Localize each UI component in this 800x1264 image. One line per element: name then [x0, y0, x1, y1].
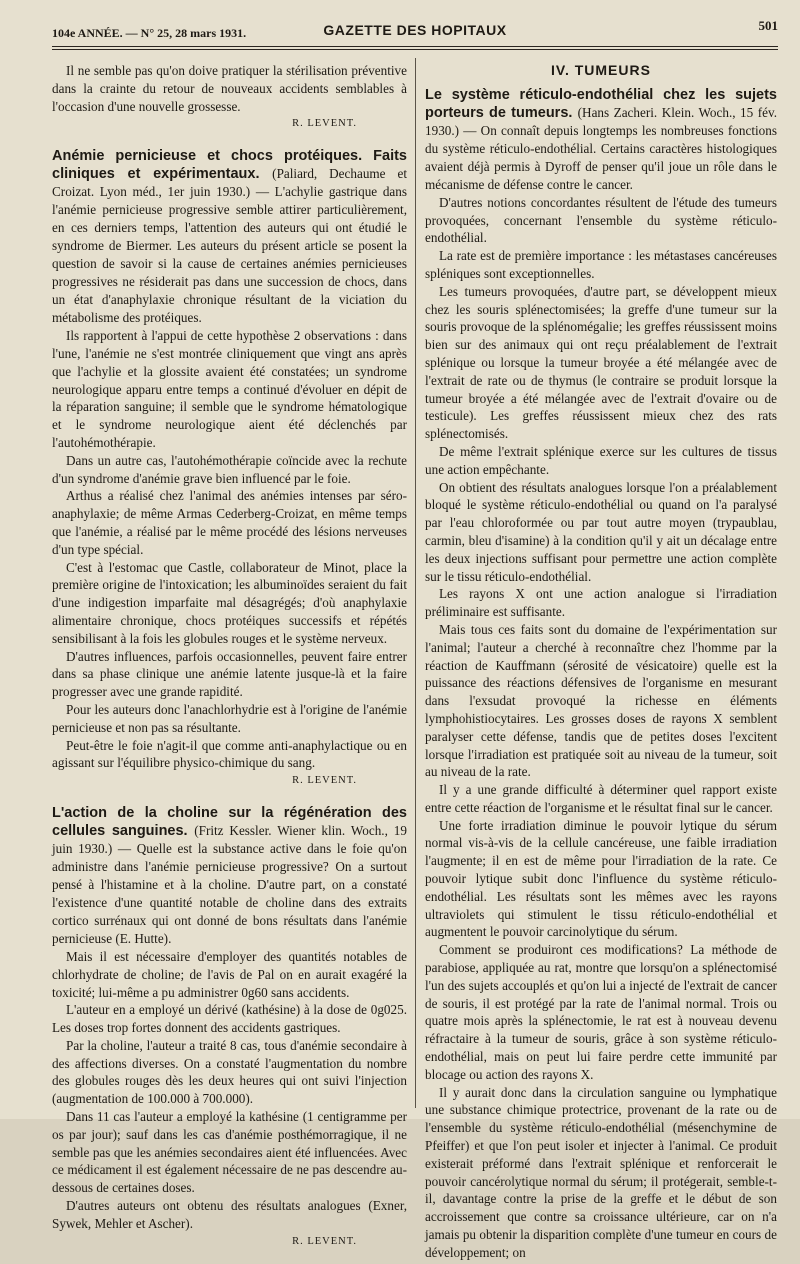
intro-paragraph: Il ne semble pas qu'on doive pratiquer la stérilisation préventive dans la crainte du retour de nouveaux accidents semblables à l'occasion d'une nouvelle grossesse. [52, 63, 407, 114]
article2-paragraph: Dans 11 cas l'auteur a employé la kathésine (1 centigramme per os par jour); sauf dans les cas d'anémie posthémorragique, il ne semble pas que les anémies secondaires aient été influencées. Avec ce médicament il est également nécessaire de ne pas descendre au-dessous de certaines doses. [52, 1109, 407, 1196]
article2-paragraph: D'autres auteurs ont obtenu des résultats analogues (Exner, Sywek, Mehler et Ascher). [52, 1198, 407, 1231]
article3-paragraph: Une forte irradiation diminue le pouvoir lytique du sérum normal vis-à-vis de la cellule cancéreuse, une faible irradiation l'augmente; il en est de même pour l'irradiation de la rate. Ce pouvoir lytique subit donc l'influence du système réticulo-endothélial. Les résultats sont les mêmes avec les rayons ultraviolets qui stimulent le tissu réticulo-endothélial et augmentent le pouvoir carcinolytique du sérum. [425, 817, 777, 940]
page-header [52, 18, 778, 48]
article3-paragraph: Il y a une grande difficulté à déterminer quel rapport existe entre cette réaction de l'organisme et le résultat final sur le cancer. [425, 782, 777, 815]
article1-paragraph: D'autres influences, parfois occasionnelles, peuvent faire entrer dans sa phase clinique une anémie latente jusque-là et la faire progresser avec une grande rapidité. [52, 648, 407, 700]
article2-signature: R. LEVENT. [292, 1235, 357, 1247]
header-rule-bottom [52, 49, 778, 50]
article1-title: Anémie pernicieuse et chocs protéiques. Faits cliniques et expérimentaux. [52, 148, 407, 183]
header-rule-top [52, 46, 778, 47]
article3-citation: (Hans Zacheri. Klein. Woch., 15 fév. 1930.) — On connaît depuis longtemps les nombreuses fonctions du système réticulo-endothélial. Certains caractères histologiques avaient déjà permis à Dyroff de penser qu'il joue un rôle dans le mécanisme de défense contre le cancer. [425, 104, 778, 192]
article1-heading [52, 147, 407, 327]
article3-paragraph: Les rayons X ont une action analogue si l'irradiation préliminaire est suffisante. [425, 586, 777, 620]
left-column [52, 62, 407, 1264]
article3-paragraph: Il y aurait donc dans la circulation sanguine ou lymphatique une substance chimique protectrice, provenant de la rate ou de l'ensemble du système réticulo-endothélial (mésenchymine de Pfeiffer) et que l'on peut isoler et injecter à l'animal. Ce produit existerait préformé dans l'extrait splénique et renforcerait le pouvoir cancérolytique normal du sérum; il protégerait, semble-t-il, davantage contre la prise de la greffe et le début de son accroissement que contre sa croissance ultérieure, car on n'a jamais pu obtenir la disparition complète d'une tumeur en cours de développement; on [425, 1084, 777, 1260]
journal-title: GAZETTE DES HOPITAUX [323, 22, 507, 38]
article1-paragraph: Pour les auteurs donc l'anachlorhydrie est à l'origine de l'anémie pernicieuse et non pas sa résultante. [52, 701, 407, 735]
article1-signature: R. LEVENT. [292, 775, 357, 787]
article2-paragraph: L'auteur en a employé un dérivé (kathésine) à la dose de 0g025. Les doses trop fortes donnent des accidents gastriques. [52, 1002, 407, 1036]
article1-paragraph: Arthus a réalisé chez l'animal des anémies intenses par séro-anaphylaxie; de même Armas Cederberg-Croizat, en même temps que l'anémie, a réalisé par le même procédé des lésions nerveuses d'un type spécial. [52, 488, 407, 557]
issue-info: 104e ANNÉE. — N° 25, 28 mars 1931. [52, 26, 247, 40]
page-number: 501 [758, 18, 778, 33]
article3-paragraph: D'autres notions concordantes résultent de l'étude des tumeurs provoquées, concernant l'ensemble du système réticulo-endothélial. [425, 194, 777, 246]
article3-paragraph: On obtient des résultats analogues lorsque l'on a préalablement bloqué le système réticulo-endothélial ou quand on l'a paralysé par l'eau chloroformée ou par tout autre moyen (trypaublau, carmin, bleu d'isamine) à la condition qu'il y ait un décalage entre les deux injections suffisant pour permettre une action complète sur le tissu réticulo-endothélial. [425, 479, 777, 584]
article1-paragraph: Dans un autre cas, l'autohémothérapie coïncide avec la rechute d'un syndrome d'anémie grave bien influencé par le foie. [52, 452, 407, 486]
article2-paragraph: Mais il est nécessaire d'employer des quantités notables de chlorhydrate de choline; de l'avis de Pal on en aurait exagéré la toxicité; lui-même a pu administrer 0g60 sans accidents. [52, 948, 407, 1000]
article3-paragraph: La rate est de première importance : les métastases cancéreuses spléniques sont exceptionnelles. [425, 248, 777, 281]
article2-heading [52, 804, 407, 948]
article3-heading [425, 86, 777, 194]
article1-paragraph: C'est à l'estomac que Castle, collaborateur de Minot, place la première origine de l'intoxication; les albuminoïdes seraient du fait d'une indigestion imparfaite mal désagrégés; d'où anaphylaxie alimentaire chronique, chocs protéiques successifs et répétés sensibilisant à la fois les globules rouges et le système nerveux. [52, 559, 407, 646]
article3-paragraph: Mais tous ces faits sont du domaine de l'expérimentation sur l'animal; l'auteur a cherché à reconnaître chez l'homme par la réaction de Kauffmann (sérosité de vésicatoire) quelle est la puissance des réactions défensives de l'organisme en mesurant dans l'exsudat provoqué la richesse en éléments lymphohistiocytaires. Les grosses doses de rayons X semblent paralyser cette défense, tandis que de petites doses l'excitent lorsque l'irradiation est pratiquée soit au niveau de la tumeur, soit au niveau de la rate. [425, 621, 777, 780]
article2-citation: (Fritz Kessler. Wiener klin. Woch., 19 juin 1930.) — Quelle est la substance active dans le foie qu'on administre dans l'anémie pernicieuse progressive? On a surtout pensé à l'histamine et à la choline. D'autre part, on a constaté l'existence d'une quantité notable de choline dans des extraits cortico surrénaux qui ont donné de bons résultats dans l'anémie pernicieuse (E. Hutte). [52, 822, 407, 946]
right-column [425, 62, 777, 1262]
article3-title: Le système réticulo-endothélial chez les sujets porteurs de tumeurs. [425, 86, 777, 121]
article3-paragraph: Les tumeurs provoquées, d'autre part, se développent mieux chez les souris splénectomisées; la greffe d'une tumeur sur la souris provoque de la splénomégalie; les greffes réussissent moins bien sur des animaux qui ont reçu préalablement de l'extrait splénique ou lorsque la tumeur broyée a été mélangée avec de l'extrait de rate ou de thymus (le contraire se produit lorsque la tumeur broyée a été mélangée avec de l'extrait d'ovaire ou de testicule). Les greffes réussissent mieux chez des rats splénectomisés. [425, 283, 777, 442]
intro-signature: R. LEVENT. [292, 118, 357, 130]
article1-paragraph: Ils rapportent à l'appui de cette hypothèse 2 observations : dans l'une, l'anémie ne s'est montrée cliniquement que vingt ans après que l'achylie et la glossite avaient été constatées; un syndrome neurologique apparu entre temps a continué d'évoluer en dépit de la réparation sanguine; il semble que le syndrome hématologique et le syndrome neurologique aient été déclenchés par l'autohémothérapie. [52, 328, 407, 450]
article1-citation: (Paliard, Dechaume et Croizat. Lyon méd., 1er juin 1930.) — L'achylie gastrique dans l'anémie pernicieuse progressive semble attirer particulièrement, en ces derniers temps, l'attention des auteurs qui ont étudié le syndrome de Biermer. Les auteurs du présent article se posent la question de savoir si la cause de certaines anémies pernicieuses progressives ne résiderait pas dans une succession de chocs, dans un état d'anaphylaxie chronique résultant de la viciation du métabolisme des protéiques. [52, 166, 408, 326]
article2-paragraph: Par la choline, l'auteur a traité 8 cas, tous d'anémie secondaire à des affections diverses. On a constaté l'augmentation du nombre des globules rouges dès les deux heures qui ont suivi l'injection (augmentation de 100.000 à 700.000). [52, 1037, 407, 1107]
section-title: IV. TUMEURS [551, 62, 651, 78]
column-divider [415, 58, 416, 1108]
article1-paragraph: Peut-être le foie n'agit-il que comme anti-anaphylactique ou en agissant sur l'équilibre physico-chimique du sang. [52, 737, 407, 771]
article2-title: L'action de la choline sur la régénération des cellules sanguines. [52, 804, 407, 839]
article3-paragraph: Comment se produiront ces modifications? La méthode de parabiose, appliquée au rat, montre que lorsqu'on a splénectomisé l'un des sujets accouplés et qu'on lui a injecté de l'extrait de cancer de souris, il est protégé par la rate de l'animal normal. Trois ou quatre mois après la splénectomie, le rat est à nouveau devenu réfractaire à la tumeur de souris, grâce à son système réticulo-endothélial, mais on peut lui faire perdre cette immunité par blocage ou action des rayons X. [425, 942, 777, 1082]
article3-paragraph: De même l'extrait splénique exerce sur les cultures de tissus une action empêchante. [425, 443, 777, 477]
